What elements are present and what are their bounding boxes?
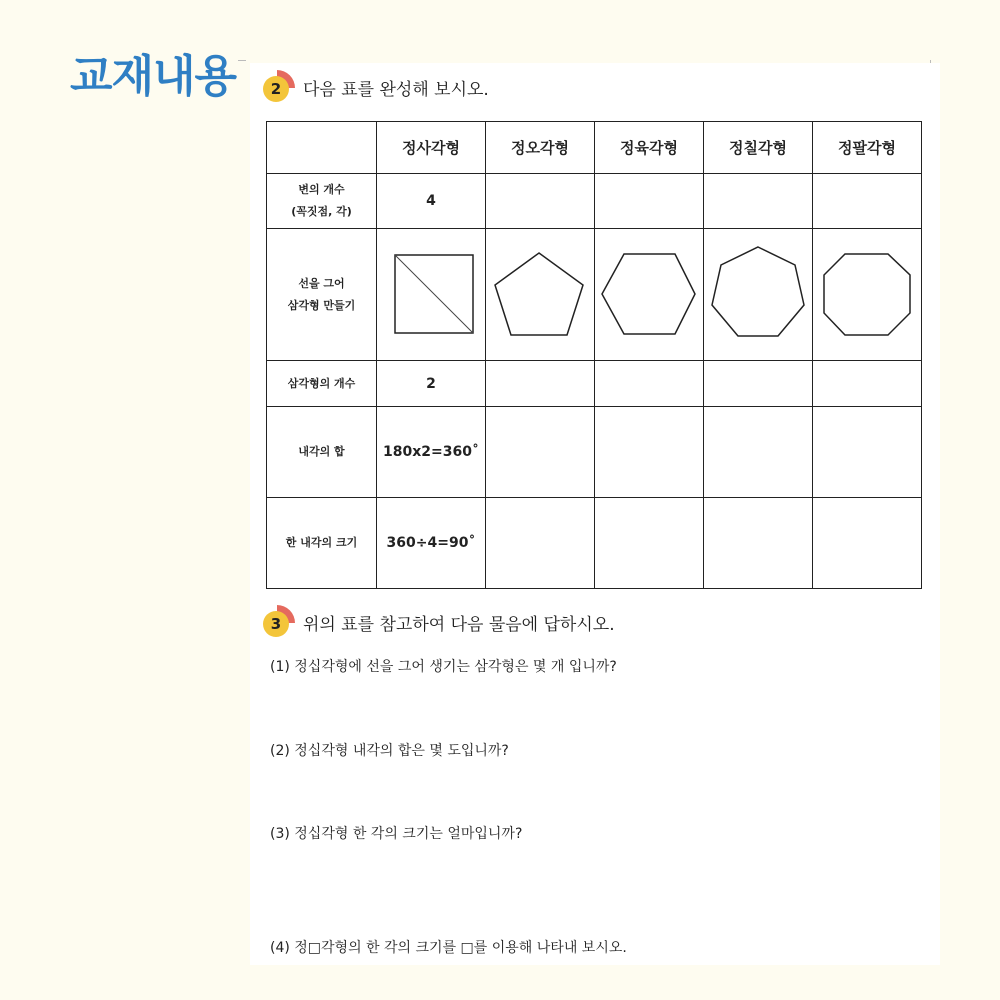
sheet-corner-mark xyxy=(238,60,246,61)
table-cell xyxy=(595,229,704,361)
table-cell xyxy=(595,498,704,589)
table-row xyxy=(267,229,922,361)
table-cell xyxy=(813,407,922,498)
table-cell xyxy=(704,407,813,498)
column-header: 정육각형 xyxy=(595,122,704,174)
question-3-text: 위의 표를 참고하여 다음 물음에 답하시오. xyxy=(303,614,615,635)
table-cell: 2 xyxy=(377,361,486,407)
table-cell xyxy=(595,174,704,229)
column-header: 정팔각형 xyxy=(813,122,922,174)
column-header: 정오각형 xyxy=(486,122,595,174)
table-cell xyxy=(595,407,704,498)
table-cell xyxy=(486,407,595,498)
table-header-row xyxy=(267,122,922,174)
table-cell xyxy=(704,498,813,589)
heptagon-diagram xyxy=(706,241,810,345)
table-cell xyxy=(377,229,486,361)
question-item: (2) 정십각형 내각의 합은 몇 도입니까? xyxy=(270,743,509,759)
table-cell xyxy=(704,174,813,229)
table-cell: 4 xyxy=(377,174,486,229)
table-cell xyxy=(813,361,922,407)
row-header: 변의 개수 (꼭짓점, 각) xyxy=(267,174,377,229)
table-cell xyxy=(486,498,595,589)
table-cell xyxy=(595,361,704,407)
table-cell xyxy=(486,229,595,361)
table-cell xyxy=(704,361,813,407)
table-cell xyxy=(486,361,595,407)
question-2-heading xyxy=(263,70,489,104)
table-cell xyxy=(813,174,922,229)
row-header: 선을 그어 삼각형 만들기 xyxy=(267,229,377,361)
table-cell xyxy=(486,174,595,229)
question-number-badge: 3 xyxy=(263,605,297,639)
table-row xyxy=(267,498,922,589)
page-title: 교재내용 xyxy=(70,51,237,102)
row-header: 내각의 합 xyxy=(267,407,377,498)
table-cell: 180x2=360˚ xyxy=(377,407,486,498)
question-3-heading xyxy=(263,605,615,639)
polygon-table xyxy=(266,121,922,589)
square-diagram xyxy=(381,243,481,343)
question-item: (4) 정□각형의 한 각의 크기를 □를 이용해 나타내 보시오. xyxy=(270,940,627,956)
row-header: 한 내각의 크기 xyxy=(267,498,377,589)
question-item: (1) 정십각형에 선을 그어 생기는 삼각형은 몇 개 입니까? xyxy=(270,659,617,675)
octagon-diagram xyxy=(815,241,919,345)
column-header: 정사각형 xyxy=(377,122,486,174)
question-2-text: 다음 표를 완성해 보시오. xyxy=(303,79,489,100)
question-item: (3) 정십각형 한 각의 크기는 얼마입니까? xyxy=(270,826,523,842)
table-row xyxy=(267,174,922,229)
table-cell xyxy=(813,229,922,361)
table-cell xyxy=(813,498,922,589)
question-number-badge: 2 xyxy=(263,70,297,104)
table-cell: 360÷4=90˚ xyxy=(377,498,486,589)
table-cell xyxy=(704,229,813,361)
row-header: 삼각형의 개수 xyxy=(267,361,377,407)
column-header: 정칠각형 xyxy=(704,122,813,174)
pentagon-diagram xyxy=(488,241,592,345)
table-row xyxy=(267,361,922,407)
hexagon-diagram xyxy=(597,241,701,345)
table-corner-cell xyxy=(267,122,377,174)
table-row xyxy=(267,407,922,498)
